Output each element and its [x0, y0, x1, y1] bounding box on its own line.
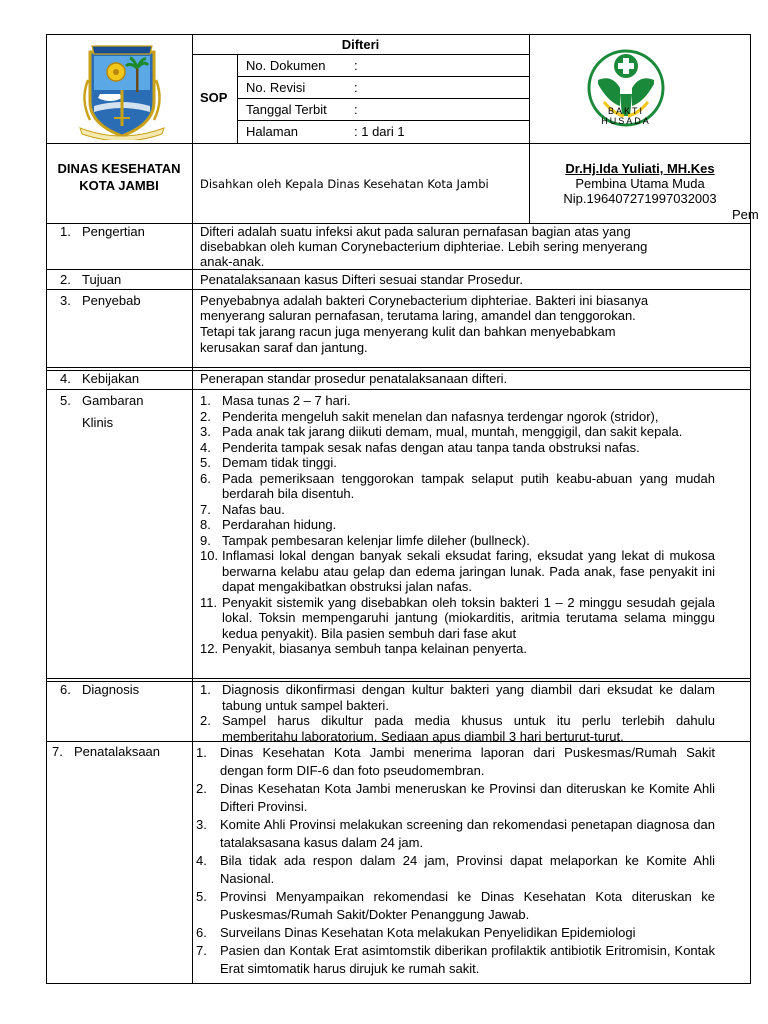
section-number: 1.	[60, 224, 71, 239]
list-item-text: Tampak pembesaran kelenjar limfe dileher (bullneck).	[222, 532, 530, 548]
list-item	[196, 888, 715, 924]
list-item-text: Dinas Kesehatan Kota Jambi meneruskan ke Provinsi dan diteruskan ke Komite Ahli Difteri Provinsi.	[220, 781, 715, 814]
kota-jambi-logo	[72, 40, 172, 140]
document-title: Difteri	[341, 37, 380, 52]
list-item-number: 6.	[196, 925, 207, 940]
pengertian-line: anak-anak.	[200, 254, 265, 269]
section-number: 6.	[60, 682, 71, 697]
signer-rank: Pembina Utama Muda	[575, 176, 705, 191]
list-item	[200, 471, 715, 502]
list-item-number: 7.	[200, 501, 211, 517]
section-label: Pengertian	[82, 224, 145, 239]
list-item-number: 1.	[200, 393, 211, 408]
list-item-number: 6.	[200, 470, 211, 486]
sop-label: SOP	[200, 90, 228, 105]
list-item	[196, 942, 715, 978]
section-number: 7.	[52, 744, 63, 759]
list-item	[196, 816, 715, 852]
list-item-text: Komite Ahli Provinsi melakukan screening dan rekomendasi penetapan diagnosa dan tatalaksasana kasus dalam 24 jam.	[220, 817, 715, 850]
list-item-number: 2.	[196, 781, 207, 796]
list-item	[200, 682, 715, 713]
list-item-number: 7.	[196, 943, 207, 958]
list-item-number: 2.	[200, 408, 211, 424]
section-label: Gambaran	[82, 393, 144, 408]
penatalaksaan-list	[196, 744, 715, 978]
list-item-text: Nafas bau.	[222, 501, 285, 517]
list-item-text: Penyakit sistemik yang disebabkan oleh toksin bakteri 1 – 2 minggu sesudah gejala lokal. Toksin mempengaruhi jantung (miokarditis, aritmia terutama selama minggu kedua penyakit). Bila pasien sembuh dari fase akut	[222, 594, 715, 641]
doc-field-value: :	[354, 80, 358, 95]
list-item-text: Penderita tampak sesak nafas dengan atau tanpa tanda obstruksi nafas.	[222, 439, 640, 455]
section-label: Klinis	[82, 415, 114, 430]
list-item	[196, 780, 715, 816]
list-item-text: Sampel harus dikultur pada media khusus untuk itu perlu terlebih dahulu memberitahu laboratorium. Sediaan apus diambil 3 hari berturut-turut.	[222, 713, 715, 744]
list-item	[200, 409, 715, 425]
pengertian-line: disebabkan oleh kuman Corynebacterium diphteriae. Lebih sering menyerang	[200, 239, 648, 254]
list-item-text: Pada pemeriksaan tenggorokan tampak selaput putih keabu-abuan yang mudah berdarah bila disentuh.	[222, 470, 715, 501]
bakti-husada-logo	[584, 44, 668, 140]
list-item-number: 12.	[200, 641, 219, 656]
list-item-number: 8.	[200, 517, 211, 532]
overflow-text: Pem	[732, 207, 759, 222]
list-item	[196, 924, 715, 942]
list-item	[200, 517, 715, 533]
kebijakan-text: Penerapan standar prosedur penatalaksanaan difteri.	[200, 371, 508, 386]
list-item	[200, 595, 715, 642]
doc-field-value: : 1 dari 1	[354, 124, 405, 139]
section-number: 4.	[60, 371, 71, 386]
doc-field-value: :	[354, 58, 358, 73]
list-item	[200, 455, 715, 471]
list-item-text: Pada anak tak jarang diikuti demam, mual, muntah, menggigil, dan sakit kepala.	[222, 424, 683, 439]
penyebab-line: Penyebabnya adalah bakteri Corynebacterium diphteriae. Bakteri ini biasanya	[200, 293, 649, 308]
list-item-text: Masa tunas 2 – 7 hari.	[222, 393, 351, 408]
list-item	[200, 533, 715, 549]
list-item-text: Pasien dan Kontak Erat asimtomstik diberikan profilaktik antibiotik Eritromisin, Kontak Erat simtomatik harus dirujuk ke rumah sakit.	[220, 943, 715, 976]
diagnosis-list	[200, 682, 715, 744]
doc-field-value: :	[354, 102, 358, 117]
list-item	[200, 393, 715, 409]
list-item-number: 3.	[196, 817, 207, 832]
penyebab-line: menyerang saluran pernafasan, terutama laring, amandel dan tenggorokan.	[200, 308, 636, 323]
list-item-number: 5.	[200, 455, 211, 470]
list-item	[200, 641, 715, 657]
list-item	[200, 440, 715, 456]
list-item-number: 10.	[200, 548, 219, 563]
list-item-text: Bila tidak ada respon dalam 24 jam, Provinsi dapat melaporkan ke Komite Ahli Nasional.	[220, 853, 715, 886]
tujuan-text: Penatalaksanaan kasus Difteri sesuai standar Prosedur.	[200, 272, 524, 287]
list-item-number: 1.	[200, 682, 211, 697]
section-label: Kebijakan	[82, 371, 140, 386]
list-item	[200, 502, 715, 518]
doc-field-label: No. Dokumen	[246, 58, 326, 73]
section-number: 2.	[60, 272, 71, 287]
list-item-text: Penderita mengeluh sakit menelan dan nafasnya terdengar ngorok (stridor),	[222, 408, 659, 424]
bakti-husada-text: BAKTI HUSADA	[601, 106, 651, 126]
section-label: Penatalaksaan	[74, 744, 161, 759]
agency-name: DINAS KESEHATAN KOTA JAMBI	[57, 161, 181, 193]
section-label: Tujuan	[82, 272, 122, 287]
list-item-text: Demam tidak tinggi.	[222, 455, 337, 470]
list-item-number: 11.	[200, 594, 218, 610]
doc-field-label: No. Revisi	[246, 80, 306, 95]
list-item-number: 5.	[196, 889, 207, 904]
gambaran-klinis-list	[200, 393, 715, 657]
signer-nip: Nip.196407271997032003	[563, 191, 717, 206]
list-item-text: Dinas Kesehatan Kota Jambi menerima laporan dari Puskesmas/Rumah Sakit dengan form DIF-6 dan foto pseudomembran.	[220, 745, 715, 778]
section-number: 3.	[60, 293, 71, 308]
list-item-number: 2.	[200, 713, 211, 728]
list-item-text: Perdarahan hidung.	[222, 517, 337, 532]
penyebab-line: Tetapi tak jarang racun juga menyerang kulit dan bahkan menyebabkam	[200, 324, 616, 339]
doc-field-label: Halaman	[246, 124, 299, 139]
penyebab-line: kerusakan saraf dan jantung.	[200, 340, 368, 355]
list-item-number: 4.	[200, 439, 211, 455]
list-item-text: Surveilans Dinas Kesehatan Kota melakukan Penyelidikan Epidemiologi	[220, 925, 636, 940]
section-number: 5.	[60, 393, 71, 408]
list-item-text: Inflamasi lokal dengan banyak sekali eksudat faring, eksudat yang lekat di mukosa berwarna kelabu atau gelap dan edema jaringan lunak. Pada anak, fase penyakit ini dapat mengakibatkan obstruksi jalan nafas.	[222, 548, 715, 594]
list-item-text: Diagnosis dikonfirmasi dengan kultur bakteri yang diambil dari eksudat ke dalam tabung untuk sampel bakteri.	[222, 682, 715, 713]
approval-statement: Disahkan oleh Kepala Dinas Kesehatan Kota Jambi	[200, 177, 489, 191]
list-item-text: Provinsi Menyampaikan rekomendasi ke Dinas Kesehatan Kota diteruskan ke Puskesmas/Rumah Sakit/Dokter Penanggung Jawab.	[220, 889, 715, 922]
doc-field-label: Tanggal Terbit	[246, 102, 327, 117]
list-item	[200, 548, 715, 595]
pengertian-line: Difteri adalah suatu infeksi akut pada saluran pernafasan bagian atas yang	[200, 224, 631, 239]
signer-name: Dr.Hj.Ida Yuliati, MH.Kes	[565, 161, 715, 176]
list-item-number: 1.	[196, 745, 207, 760]
list-item	[196, 744, 715, 780]
section-label: Diagnosis	[82, 682, 140, 697]
section-label: Penyebab	[82, 293, 141, 308]
list-item	[200, 713, 715, 744]
list-item	[200, 424, 715, 440]
list-item-number: 4.	[196, 853, 207, 868]
list-item-number: 9.	[200, 532, 211, 548]
list-item-number: 3.	[200, 424, 211, 439]
list-item	[196, 852, 715, 888]
list-item-text: Penyakit, biasanya sembuh tanpa kelainan penyerta.	[222, 641, 527, 656]
